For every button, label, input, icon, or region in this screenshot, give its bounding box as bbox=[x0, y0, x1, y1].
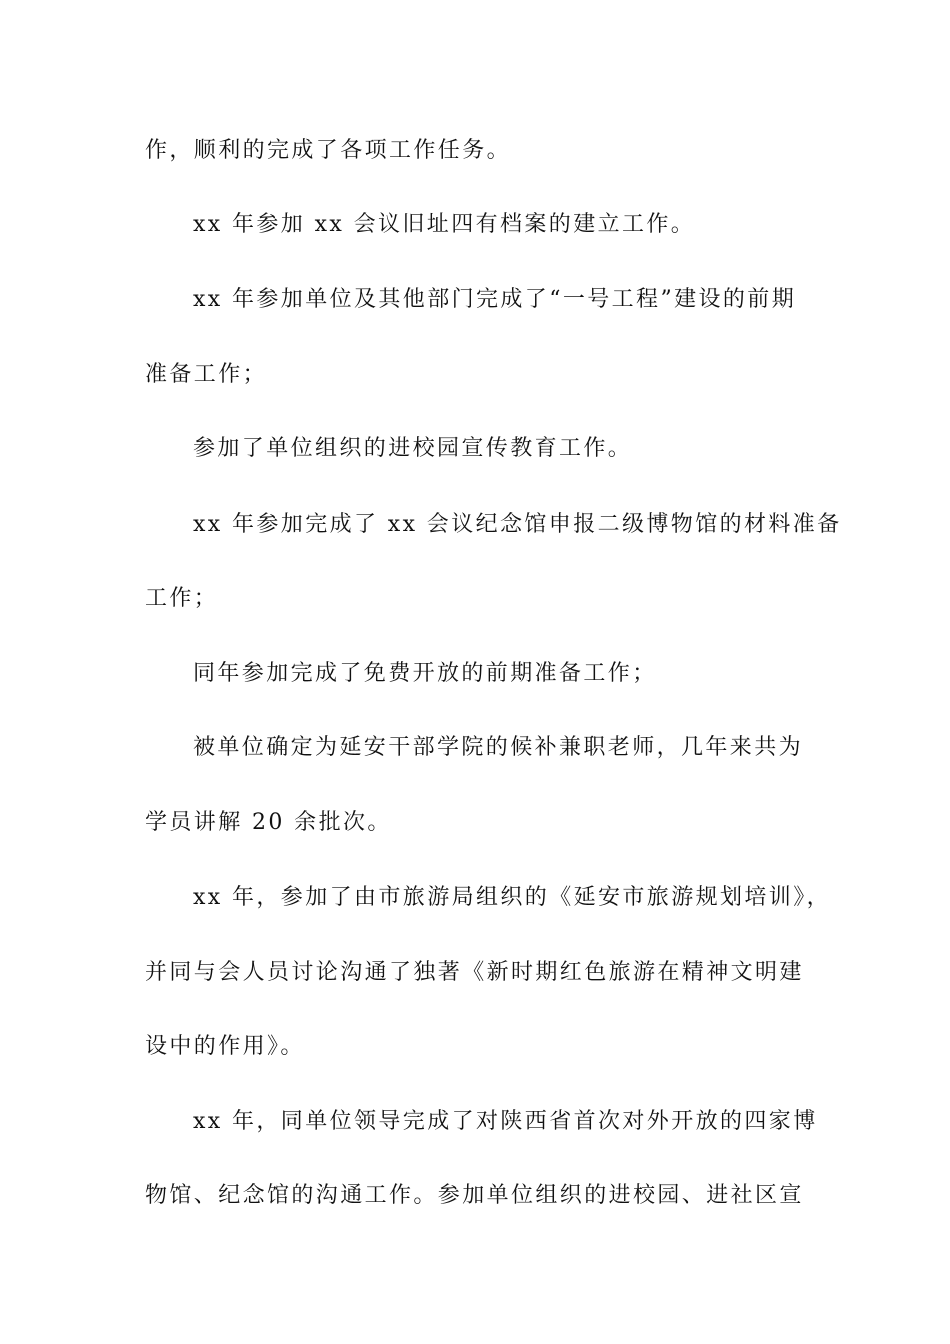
text-line: 并同与会人员讨论沟通了独著《新时期红色旅游在精神文明建 bbox=[145, 960, 804, 985]
text-line: 被单位确定为延安干部学院的候补兼职老师，几年来共为 bbox=[193, 735, 804, 760]
text-line: xx 年，参加了由市旅游局组织的《延安市旅游规划培训》， bbox=[193, 885, 832, 910]
text-line: xx 年参加 xx 会议旧址四有档案的建立工作。 bbox=[193, 212, 696, 237]
text-line: 同年参加完成了免费开放的前期准备工作； bbox=[193, 661, 657, 686]
text-line: 工作； bbox=[145, 586, 219, 611]
text-line: xx 年参加单位及其他部门完成了“一号工程”建设的前期 bbox=[193, 287, 797, 312]
text-line: 物馆、纪念馆的沟通工作。参加单位组织的进校园、进社区宣 bbox=[145, 1183, 804, 1208]
text-line: 设中的作用》。 bbox=[145, 1034, 305, 1059]
text-line: 准备工作； bbox=[145, 362, 268, 387]
text-line: 学员讲解 20 余批次。 bbox=[145, 810, 392, 835]
text-line: xx 年，同单位领导完成了对陕西省首次对外开放的四家博 bbox=[193, 1109, 818, 1134]
text-line: 参加了单位组织的进校园宣传教育工作。 bbox=[193, 436, 633, 461]
text-line: 作，顺利的完成了各项工作任务。 bbox=[145, 138, 512, 163]
text-line: xx 年参加完成了 xx 会议纪念馆申报二级博物馆的材料准备 bbox=[193, 512, 842, 537]
